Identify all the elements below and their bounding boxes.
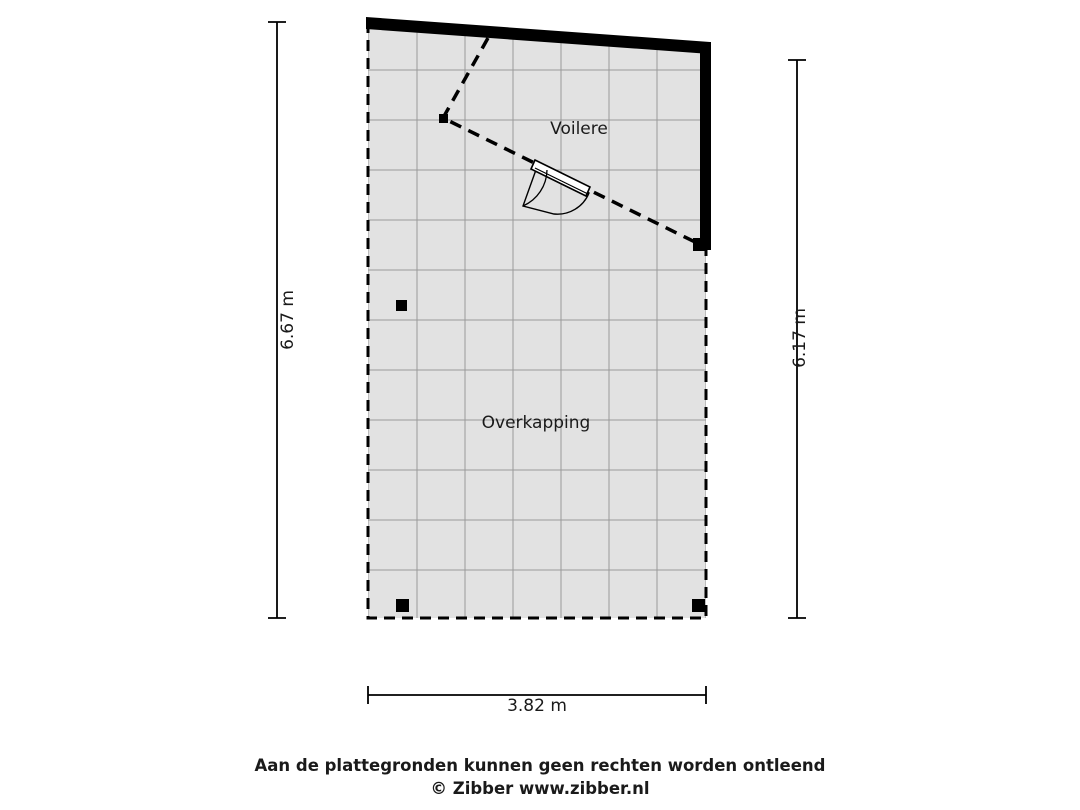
post bbox=[692, 599, 705, 612]
post bbox=[396, 599, 409, 612]
post bbox=[396, 300, 407, 311]
post bbox=[693, 238, 706, 251]
footer-disclaimer: Aan de plattegronden kunnen geen rechten worden ontleend bbox=[254, 756, 826, 775]
dimension-left bbox=[268, 22, 298, 618]
footer bbox=[0, 754, 1080, 800]
dimension-bottom bbox=[368, 686, 706, 716]
dimension-bottom-label: 3.82 m bbox=[507, 696, 567, 716]
dimension-right-label: 6.17 m bbox=[790, 308, 810, 368]
room-label-overkapping: Overkapping bbox=[481, 413, 591, 433]
dimension-right bbox=[788, 60, 810, 618]
partition-node bbox=[439, 114, 448, 123]
footer-credit: © Zibber www.zibber.nl bbox=[430, 779, 650, 798]
room-label-voilere: Voilere bbox=[550, 119, 608, 139]
dimension-left-label: 6.67 m bbox=[278, 290, 298, 350]
wall-right bbox=[700, 42, 711, 250]
